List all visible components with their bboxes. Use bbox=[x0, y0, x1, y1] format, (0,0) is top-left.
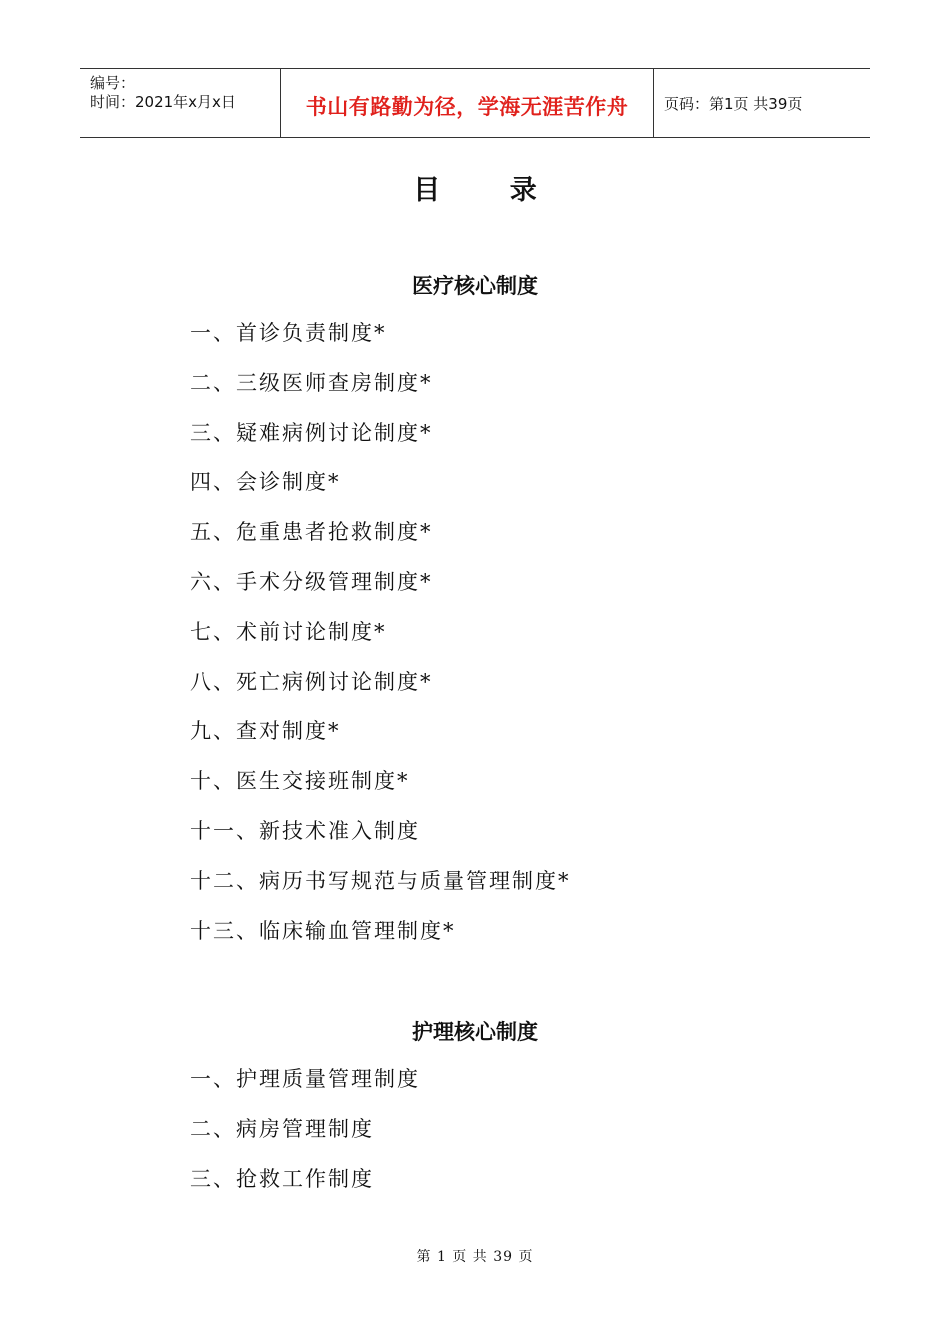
toc-item[interactable]: 二、三级医师查房制度* bbox=[190, 370, 433, 395]
header-page-number: 页码：第1页 共39页 bbox=[664, 95, 803, 113]
toc-item[interactable]: 十二、病历书写规范与质量管理制度* bbox=[190, 868, 571, 893]
toc-item[interactable]: 十、医生交接班制度* bbox=[190, 769, 410, 794]
section-title-medical: 医疗核心制度 bbox=[412, 273, 538, 298]
toc-item[interactable]: 九、查对制度* bbox=[190, 719, 341, 744]
document-title: 目 录 bbox=[413, 175, 567, 206]
toc-item[interactable]: 十一、新技术准入制度 bbox=[190, 818, 420, 843]
toc-item[interactable]: 二、病房管理制度 bbox=[190, 1116, 374, 1141]
header-motto: 书山有路勤为径，学海无涯苦作舟 bbox=[305, 94, 629, 119]
document-date-label: 时间：2021年x月x日 bbox=[90, 93, 236, 111]
toc-item[interactable]: 七、术前讨论制度* bbox=[190, 619, 387, 644]
toc-item[interactable]: 三、疑难病例讨论制度* bbox=[190, 420, 433, 445]
header-motto-cell bbox=[281, 69, 654, 137]
toc-item[interactable]: 三、抢救工作制度 bbox=[190, 1166, 374, 1191]
section-title-nursing: 护理核心制度 bbox=[412, 1019, 538, 1044]
toc-item[interactable]: 五、危重患者抢救制度* bbox=[190, 520, 433, 545]
toc-item[interactable]: 六、手术分级管理制度* bbox=[190, 569, 433, 594]
toc-item[interactable]: 十三、临床输血管理制度* bbox=[190, 918, 456, 943]
toc-item[interactable]: 八、死亡病例讨论制度* bbox=[190, 669, 433, 694]
toc-list-medical bbox=[190, 318, 571, 965]
toc-list-nursing bbox=[190, 1064, 420, 1213]
page-footer: 第 1 页 共 39 页 bbox=[416, 1249, 534, 1265]
toc-item[interactable]: 一、护理质量管理制度 bbox=[190, 1067, 420, 1091]
header-meta bbox=[80, 69, 281, 137]
toc-item[interactable]: 一、首诊负责制度* bbox=[190, 321, 387, 345]
toc-item[interactable]: 四、会诊制度* bbox=[190, 470, 341, 495]
header-page-cell bbox=[654, 69, 870, 137]
page-header bbox=[80, 68, 870, 138]
document-number-label: 编号： bbox=[90, 74, 136, 92]
